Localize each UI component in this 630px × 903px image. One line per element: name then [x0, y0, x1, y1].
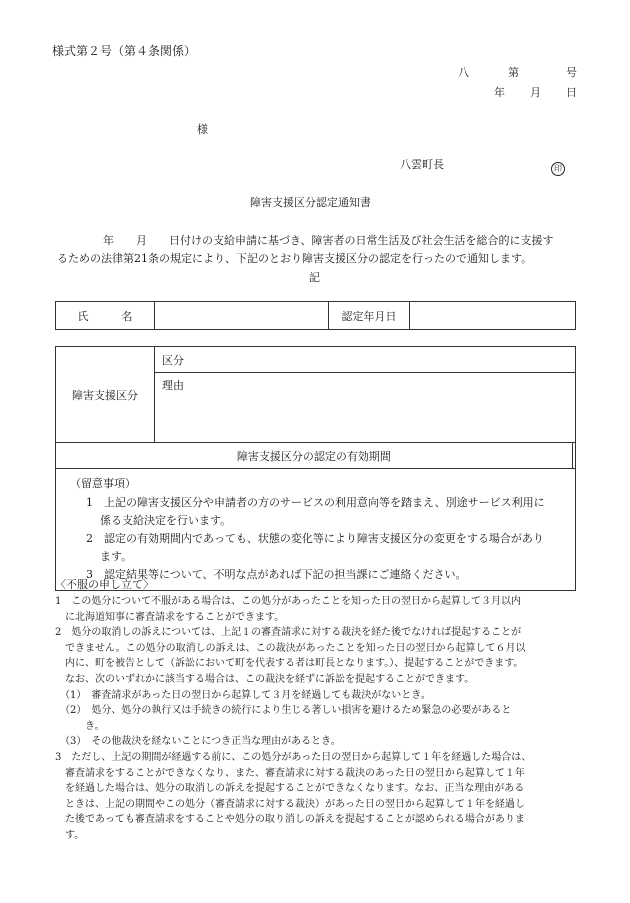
date-month: 月: [530, 86, 541, 99]
appeal-body: 1 この処分について不服がある場合は、この処分があったことを知った日の翌日から起算して３月以内 に北海道知事に審査請求をすることができます。 2 処分の取消しの訴えについては、上記１の審査請求に対する裁決を経た後でなければ提起することが できません。この処分の取消しの訴えは、この裁決があったことを知った日の翌日から起算して６月以 内に、町を被告として（訴訟において町を代表する者は町長となります。）、提起することができます。 なお、次のいずれかに該当する場合は、この裁決を経ずに訴訟を提起することができます。 （1） 審査請求があった日の翌日から起算して３月を経過しても裁決がないとき。 （2） 処分、処分の執行又は手続きの続行により生じる著しい損害を避けるため緊急の必要があると き。 （3） その他裁決を経ないことにつき正当な理由があるとき。 3 ただし、上記の期間が経過する前に、この処分があった日の翌日から起算して１年を経過した場合は、 審査請求をすることができなくなり、また、審査請求に対する裁決のあった日の翌日から起算して１年 を経過した場合は、処分の取消しの訴えを提起することができなくなります。なお、正当な理由がある ときは、上記の期間やこの処分（審査請求に対する裁決）があった日の翌日から起算して１年を経過し た後であっても審査請求をすることや処分の取り消しの訴えを提起することが認められる場合がありま す。: [55, 596, 532, 841]
date-day: 日: [566, 86, 577, 99]
appeal-heading: 〈不服の申し立て〉: [55, 578, 154, 591]
name-field[interactable]: [155, 302, 329, 330]
seal-icon: 印: [551, 156, 565, 176]
notes-heading: （留意事項）: [70, 477, 136, 490]
validity-period-field[interactable]: [572, 443, 575, 469]
doc-number-suffix: 号: [566, 66, 577, 79]
date-label: 認定年月日: [329, 302, 410, 330]
doc-number-prefix: 八: [458, 66, 469, 79]
notes-box: [56, 469, 576, 591]
doc-number-mid: 第: [508, 66, 519, 79]
name-label: 氏 名: [56, 302, 155, 330]
date-year: 年: [494, 86, 505, 99]
intro-line-1: 年 月 日付けの支給申請に基づき、障害者の日常生活及び社会生活を総合的に支援す: [103, 234, 554, 247]
intro-line-2: るための法律第21条の規定により、下記のとおり障害支援区分の認定を行ったので通知します。: [57, 252, 533, 265]
ki-label: 記: [309, 271, 320, 284]
note-item: 1 上記の障害支援区分や申請者の方のサービスの利用意向等を踏まえ、別途サービス利用に 係る支給決定を行います。: [86, 496, 545, 527]
validity-period-label: 障害支援区分の認定の有効期間: [56, 443, 573, 469]
addressee-suffix: 様: [197, 123, 208, 136]
kubun-label: 区分: [155, 347, 576, 373]
note-item: 3 認定結果等について、不明な点があれば下記の担当課にご連絡ください。: [86, 568, 467, 581]
document-title: 障害支援区分認定通知書: [250, 196, 371, 209]
date-field[interactable]: [410, 302, 576, 330]
form-number: 様式第２号（第４条関係）: [52, 44, 197, 58]
note-item: 2 認定の有効期間内であっても、状態の変化等により障害支援区分の変更をする場合があり ます。: [86, 532, 544, 563]
name-date-table: [55, 301, 576, 330]
classification-table: [55, 346, 576, 591]
classification-label: 障害支援区分: [56, 347, 155, 443]
issuer-name: 八雲町長: [400, 158, 444, 171]
reason-label: 理由: [155, 373, 576, 443]
